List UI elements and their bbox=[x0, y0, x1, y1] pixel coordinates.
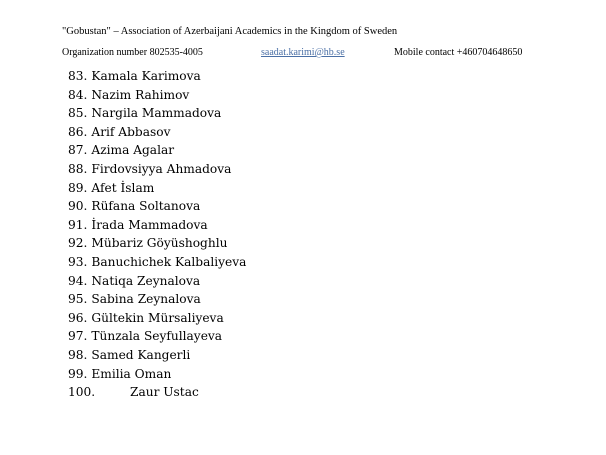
member-name: Gültekin Mürsaliyeva bbox=[91, 310, 224, 325]
member-number: 87. bbox=[68, 143, 88, 158]
email-link[interactable]: saadat.karimi@hb.se bbox=[261, 47, 345, 58]
member-name: Natiqa Zeynalova bbox=[91, 273, 201, 288]
member-name: Samed Kangerli bbox=[91, 347, 191, 362]
member-number: 84. bbox=[68, 87, 88, 102]
list-item bbox=[68, 123, 246, 142]
member-number: 92. bbox=[68, 236, 88, 251]
member-number: 90. bbox=[68, 199, 88, 214]
member-name: Azima Agalar bbox=[91, 143, 175, 158]
list-item bbox=[68, 290, 246, 309]
list-item bbox=[68, 141, 246, 160]
list-item bbox=[68, 179, 246, 198]
organization-number: Organization number 802535-4005 bbox=[62, 47, 203, 58]
member-number: 88. bbox=[68, 161, 88, 176]
list-item bbox=[68, 67, 246, 86]
list-item bbox=[68, 309, 246, 328]
member-number: 89. bbox=[68, 180, 88, 195]
list-item bbox=[68, 383, 246, 402]
member-number: 99. bbox=[68, 366, 88, 381]
member-name: İrada Mammadova bbox=[91, 217, 208, 232]
list-item bbox=[68, 253, 246, 272]
member-name: Emilia Oman bbox=[91, 366, 172, 381]
member-name: Firdovsiyya Ahmadova bbox=[91, 161, 232, 176]
member-number: 86. bbox=[68, 124, 88, 139]
member-name: Mübariz Göyüshoghlu bbox=[91, 236, 228, 251]
header-info-line bbox=[0, 47, 606, 61]
member-number: 94. bbox=[68, 273, 88, 288]
member-name: Zaur Ustac bbox=[130, 385, 199, 400]
member-name: Nargila Mammadova bbox=[91, 106, 222, 121]
list-item bbox=[68, 272, 246, 291]
list-item bbox=[68, 346, 246, 365]
list-item bbox=[68, 197, 246, 216]
list-item bbox=[68, 327, 246, 346]
member-name: Rüfana Soltanova bbox=[91, 199, 201, 214]
member-number: 98. bbox=[68, 347, 88, 362]
member-name: Arif Abbasov bbox=[91, 124, 171, 139]
association-title: "Gobustan" – Association of Azerbaijani Academics in the Kingdom of Sweden bbox=[62, 26, 398, 37]
mobile-contact: Mobile contact +460704648650 bbox=[394, 47, 523, 58]
member-number: 83. bbox=[68, 69, 88, 83]
member-number: 85. bbox=[68, 106, 88, 121]
list-item bbox=[68, 160, 246, 179]
member-name: Banuchichek Kalbaliyeva bbox=[91, 254, 247, 269]
member-name: Nazim Rahimov bbox=[91, 87, 190, 102]
list-item bbox=[68, 104, 246, 123]
member-name: Tünzala Seyfullayeva bbox=[91, 329, 223, 344]
list-item bbox=[68, 234, 246, 253]
member-number: 93. bbox=[68, 254, 88, 269]
member-name: Afet İslam bbox=[91, 180, 155, 195]
member-number: 95. bbox=[68, 292, 88, 307]
member-name: Sabina Zeynalova bbox=[91, 292, 201, 307]
member-list bbox=[68, 67, 246, 402]
member-name: Kamala Karimova bbox=[91, 69, 201, 83]
list-item bbox=[68, 216, 246, 235]
list-item bbox=[68, 86, 246, 105]
member-number: 91. bbox=[68, 217, 88, 232]
list-item bbox=[68, 365, 246, 384]
member-number: 100. bbox=[68, 385, 96, 400]
member-number: 97. bbox=[68, 329, 88, 344]
member-number: 96. bbox=[68, 310, 88, 325]
